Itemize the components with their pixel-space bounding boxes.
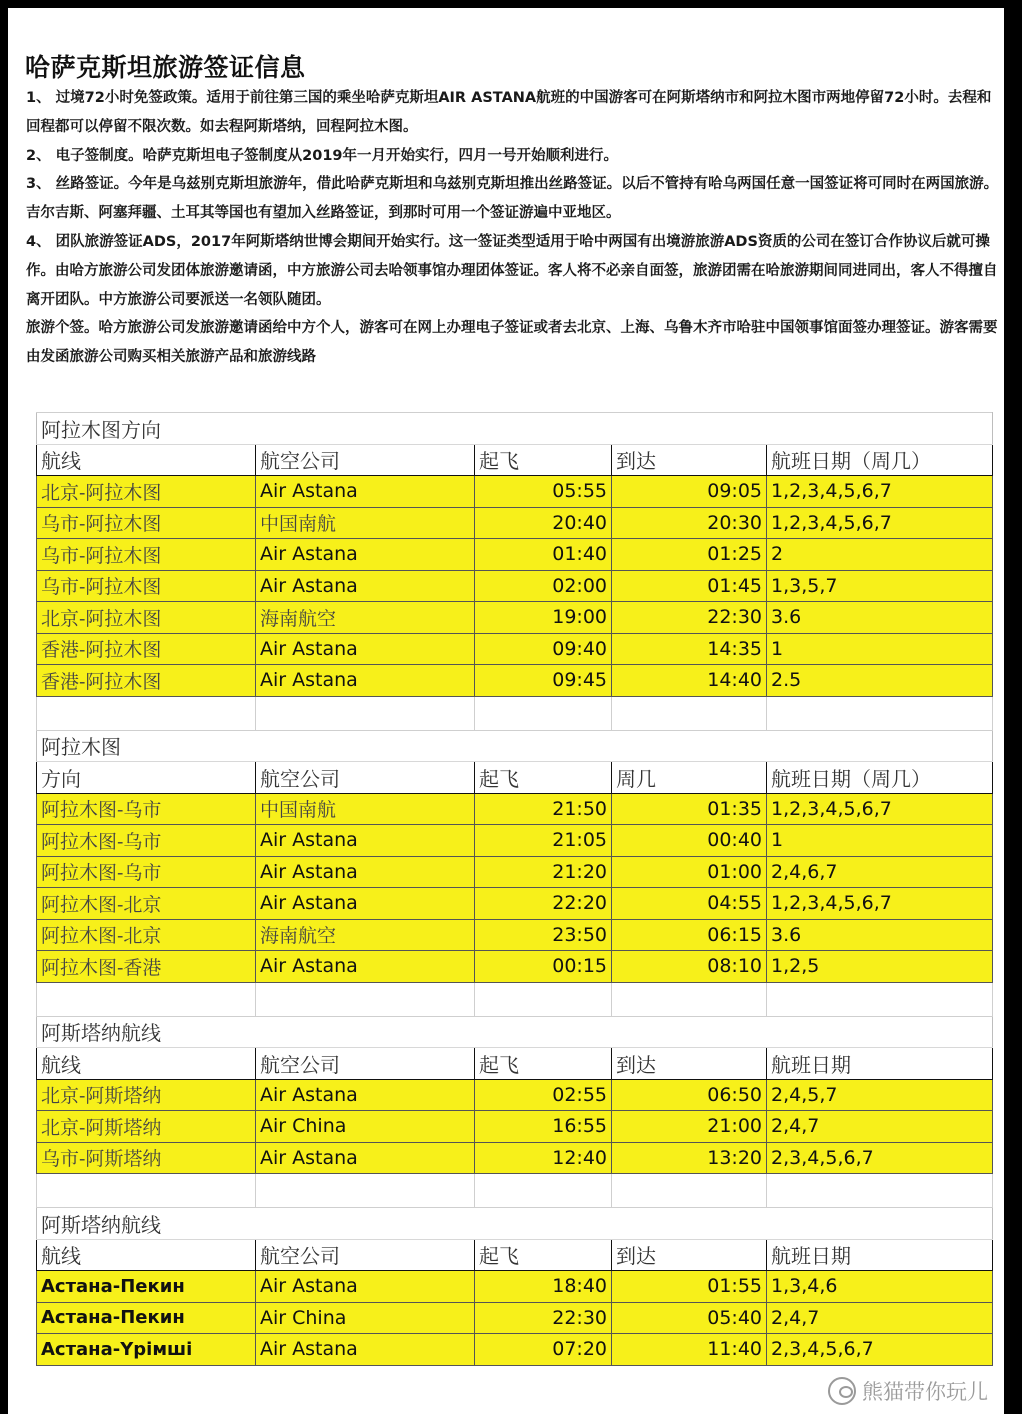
days-cell: 2,4,6,7 — [767, 856, 993, 888]
section-title-blank — [256, 413, 475, 445]
watermark — [828, 1376, 988, 1406]
column-header: 起飞 — [475, 1239, 612, 1271]
route-cell: 阿拉木图-乌市 — [37, 825, 256, 857]
flight-row — [37, 1271, 993, 1303]
route-cell: 阿拉木图-乌市 — [37, 856, 256, 888]
days-cell: 2.5 — [767, 665, 993, 697]
spacer-row — [37, 1174, 993, 1208]
airline-cell: 中国南航 — [256, 507, 475, 539]
document-page — [8, 8, 1004, 1414]
section-title-row — [37, 413, 993, 445]
departure-cell: 18:40 — [475, 1271, 612, 1303]
departure-cell: 22:30 — [475, 1302, 612, 1334]
column-header: 航空公司 — [256, 1239, 475, 1271]
column-header: 到达 — [612, 1048, 767, 1080]
airline-cell: Air Astana — [256, 633, 475, 665]
departure-cell: 20:40 — [475, 507, 612, 539]
airline-cell: Air Astana — [256, 825, 475, 857]
flight-row — [37, 1302, 993, 1334]
column-header: 方向 — [37, 762, 256, 794]
column-header: 航线 — [37, 1239, 256, 1271]
days-cell: 1,2,5 — [767, 951, 993, 983]
flight-row — [37, 570, 993, 602]
flight-row — [37, 825, 993, 857]
arrival-cell: 14:35 — [612, 633, 767, 665]
airline-cell: Air Astana — [256, 665, 475, 697]
spacer-cell — [37, 1174, 256, 1208]
days-cell: 3.6 — [767, 602, 993, 634]
wechat-icon — [828, 1377, 856, 1405]
spacer-cell — [612, 1174, 767, 1208]
arrival-cell: 00:40 — [612, 825, 767, 857]
spacer-cell — [475, 1174, 612, 1208]
airline-cell: Air Astana — [256, 951, 475, 983]
route-cell: 香港-阿拉木图 — [37, 633, 256, 665]
flight-row — [37, 1334, 993, 1366]
departure-cell: 16:55 — [475, 1111, 612, 1143]
intro-paragraph: 2、 电子签制度。哈萨克斯坦电子签制度从2019年一月开始实行，四月一号开始顺利进行。 — [26, 147, 618, 164]
flight-row — [37, 793, 993, 825]
spacer-cell — [767, 696, 993, 730]
column-header: 航班日期（周几） — [767, 444, 993, 476]
header-row — [37, 762, 993, 794]
departure-cell: 02:00 — [475, 570, 612, 602]
flight-row — [37, 1111, 993, 1143]
section-title-blank — [767, 1208, 993, 1240]
section-title: 阿斯塔纳航线 — [37, 1208, 256, 1240]
arrival-cell: 14:40 — [612, 665, 767, 697]
flight-row — [37, 507, 993, 539]
flight-row — [37, 539, 993, 571]
spacer-cell — [767, 982, 993, 1016]
route-cell: 北京-阿斯塔纳 — [37, 1079, 256, 1111]
flight-row — [37, 919, 993, 951]
route-cell: Астана-Үрімші — [37, 1334, 256, 1366]
spacer-cell — [612, 696, 767, 730]
section-title-blank — [475, 730, 612, 762]
route-cell: 香港-阿拉木图 — [37, 665, 256, 697]
column-header: 航班日期（周几） — [767, 762, 993, 794]
arrival-cell: 01:45 — [612, 570, 767, 602]
days-cell: 1,3,5,7 — [767, 570, 993, 602]
departure-cell: 21:50 — [475, 793, 612, 825]
section-title-blank — [612, 1016, 767, 1048]
column-header: 航线 — [37, 444, 256, 476]
spacer-cell — [767, 1174, 993, 1208]
departure-cell: 09:45 — [475, 665, 612, 697]
days-cell: 1 — [767, 825, 993, 857]
column-header: 起飞 — [475, 1048, 612, 1080]
departure-cell: 00:15 — [475, 951, 612, 983]
arrival-cell: 13:20 — [612, 1142, 767, 1174]
arrival-cell: 06:50 — [612, 1079, 767, 1111]
flight-row — [37, 856, 993, 888]
departure-cell: 05:55 — [475, 476, 612, 508]
days-cell: 2,4,7 — [767, 1302, 993, 1334]
days-cell: 2 — [767, 539, 993, 571]
column-header: 航空公司 — [256, 762, 475, 794]
intro-paragraph: 1、 过境72小时免签政策。适用于前往第三国的乘坐哈萨克斯坦AIR ASTANA航班的中国游客可在阿斯塔纳市和阿拉木图市两地停留72小时。去程和回程都可以停留不限次数。如去程阿斯塔纳，回程阿拉木图。 — [26, 90, 992, 135]
intro-text — [26, 84, 1001, 372]
airline-cell: Air Astana — [256, 1079, 475, 1111]
header-row — [37, 1048, 993, 1080]
spacer-cell — [256, 696, 475, 730]
section-title-blank — [475, 413, 612, 445]
departure-cell: 22:20 — [475, 888, 612, 920]
spacer-cell — [37, 982, 256, 1016]
column-header: 航线 — [37, 1048, 256, 1080]
airline-cell: Air Astana — [256, 539, 475, 571]
flight-row — [37, 665, 993, 697]
column-header: 航班日期 — [767, 1239, 993, 1271]
spacer-row — [37, 696, 993, 730]
airline-cell: Air Astana — [256, 1271, 475, 1303]
section-title-row — [37, 1208, 993, 1240]
departure-cell: 07:20 — [475, 1334, 612, 1366]
header-row — [37, 1239, 993, 1271]
section-title-blank — [767, 730, 993, 762]
arrival-cell: 22:30 — [612, 602, 767, 634]
column-header: 起飞 — [475, 762, 612, 794]
days-cell: 1,2,3,4,5,6,7 — [767, 507, 993, 539]
airline-cell: Air China — [256, 1111, 475, 1143]
section-title-row — [37, 730, 993, 762]
section-title-blank — [767, 1016, 993, 1048]
section-title: 阿拉木图 — [37, 730, 256, 762]
departure-cell: 23:50 — [475, 919, 612, 951]
flight-row — [37, 633, 993, 665]
route-cell: 北京-阿斯塔纳 — [37, 1111, 256, 1143]
arrival-cell: 09:05 — [612, 476, 767, 508]
section-title-blank — [475, 1016, 612, 1048]
intro-paragraph: 3、 丝路签证。今年是乌兹别克斯坦旅游年，借此哈萨克斯坦和乌兹别克斯坦推出丝路签证。以后不管持有哈乌两国任意一国签证将可同时在两国旅游。吉尔吉斯、阿塞拜疆、土耳其等国也有望加入丝路签证，到那时可用一个签证游遍中亚地区。 — [26, 176, 999, 222]
spacer-row — [37, 982, 993, 1016]
departure-cell: 09:40 — [475, 633, 612, 665]
days-cell: 1,2,3,4,5,6,7 — [767, 793, 993, 825]
route-cell: 北京-阿拉木图 — [37, 602, 256, 634]
spacer-cell — [256, 982, 475, 1016]
arrival-cell: 04:55 — [612, 888, 767, 920]
departure-cell: 21:20 — [475, 856, 612, 888]
airline-cell: Air Astana — [256, 888, 475, 920]
departure-cell: 12:40 — [475, 1142, 612, 1174]
departure-cell: 01:40 — [475, 539, 612, 571]
flight-schedule-table — [36, 412, 993, 1366]
days-cell: 2,4,7 — [767, 1111, 993, 1143]
route-cell: 乌市-阿斯塔纳 — [37, 1142, 256, 1174]
column-header: 航空公司 — [256, 444, 475, 476]
column-header: 起飞 — [475, 444, 612, 476]
arrival-cell: 01:25 — [612, 539, 767, 571]
arrival-cell: 20:30 — [612, 507, 767, 539]
route-cell: 阿拉木图-北京 — [37, 888, 256, 920]
column-header: 航班日期 — [767, 1048, 993, 1080]
section-title-blank — [767, 413, 993, 445]
column-header: 航空公司 — [256, 1048, 475, 1080]
section-title-blank — [475, 1208, 612, 1240]
section-title: 阿拉木图方向 — [37, 413, 256, 445]
column-header: 周几 — [612, 762, 767, 794]
airline-cell: 中国南航 — [256, 793, 475, 825]
flight-row — [37, 888, 993, 920]
page-title: 哈萨克斯坦旅游签证信息 — [25, 53, 306, 82]
days-cell: 1,2,3,4,5,6,7 — [767, 476, 993, 508]
section-title-row — [37, 1016, 993, 1048]
departure-cell: 02:55 — [475, 1079, 612, 1111]
route-cell: 北京-阿拉木图 — [37, 476, 256, 508]
spacer-cell — [256, 1174, 475, 1208]
arrival-cell: 05:40 — [612, 1302, 767, 1334]
arrival-cell: 01:35 — [612, 793, 767, 825]
route-cell: 乌市-阿拉木图 — [37, 570, 256, 602]
route-cell: 乌市-阿拉木图 — [37, 507, 256, 539]
days-cell: 2,4,5,7 — [767, 1079, 993, 1111]
departure-cell: 19:00 — [475, 602, 612, 634]
days-cell: 1,3,4,6 — [767, 1271, 993, 1303]
airline-cell: Air Astana — [256, 1334, 475, 1366]
airline-cell: 海南航空 — [256, 919, 475, 951]
flight-row — [37, 951, 993, 983]
intro-paragraph: 4、 团队旅游签证ADS，2017年阿斯塔纳世博会期间开始实行。这一签证类型适用于哈中两国有出境游旅游ADS资质的公司在签订合作协议后就可操作。由哈方旅游公司发团体旅游邀请函，中方旅游公司去哈领事馆办理团体签证。客人将不必亲自面签，旅游团需在哈旅游期间同进同出，客人不得擅自离开团队。中方旅游公司要派送一名领队随团。 — [26, 233, 998, 308]
arrival-cell: 01:00 — [612, 856, 767, 888]
flight-row — [37, 476, 993, 508]
airline-cell: Air China — [256, 1302, 475, 1334]
section-title-blank — [256, 1208, 475, 1240]
arrival-cell: 21:00 — [612, 1111, 767, 1143]
spacer-cell — [475, 982, 612, 1016]
flight-row — [37, 1142, 993, 1174]
watermark-text: 熊猫带你玩儿 — [862, 1380, 988, 1404]
route-cell: 阿拉木图-北京 — [37, 919, 256, 951]
airline-cell: Air Astana — [256, 1142, 475, 1174]
flight-row — [37, 602, 993, 634]
section-title-blank — [612, 413, 767, 445]
spacer-cell — [475, 696, 612, 730]
days-cell: 3.6 — [767, 919, 993, 951]
route-cell: 阿拉木图-乌市 — [37, 793, 256, 825]
arrival-cell: 01:55 — [612, 1271, 767, 1303]
arrival-cell: 11:40 — [612, 1334, 767, 1366]
route-cell: 阿拉木图-香港 — [37, 951, 256, 983]
route-cell: Астана-Пекин — [37, 1271, 256, 1303]
departure-cell: 21:05 — [475, 825, 612, 857]
section-title-blank — [256, 730, 475, 762]
column-header: 到达 — [612, 1239, 767, 1271]
flight-schedule-body — [37, 413, 993, 1366]
days-cell: 1,2,3,4,5,6,7 — [767, 888, 993, 920]
column-header: 到达 — [612, 444, 767, 476]
section-title-blank — [612, 1208, 767, 1240]
days-cell: 2,3,4,5,6,7 — [767, 1142, 993, 1174]
route-cell: 乌市-阿拉木图 — [37, 539, 256, 571]
flight-row — [37, 1079, 993, 1111]
spacer-cell — [612, 982, 767, 1016]
days-cell: 1 — [767, 633, 993, 665]
airline-cell: 海南航空 — [256, 602, 475, 634]
airline-cell: Air Astana — [256, 476, 475, 508]
route-cell: Астана-Пекин — [37, 1302, 256, 1334]
days-cell: 2,3,4,5,6,7 — [767, 1334, 993, 1366]
header-row — [37, 444, 993, 476]
section-title: 阿斯塔纳航线 — [37, 1016, 256, 1048]
section-title-blank — [256, 1016, 475, 1048]
section-title-blank — [612, 730, 767, 762]
intro-paragraph: 旅游个签。哈方旅游公司发旅游邀请函给中方个人，游客可在网上办理电子签证或者去北京、上海、乌鲁木齐市哈驻中国领事馆面签办理签证。游客需要由发函旅游公司购买相关旅游产品和旅游线路 — [26, 320, 998, 366]
spacer-cell — [37, 696, 256, 730]
arrival-cell: 06:15 — [612, 919, 767, 951]
airline-cell: Air Astana — [256, 856, 475, 888]
arrival-cell: 08:10 — [612, 951, 767, 983]
airline-cell: Air Astana — [256, 570, 475, 602]
